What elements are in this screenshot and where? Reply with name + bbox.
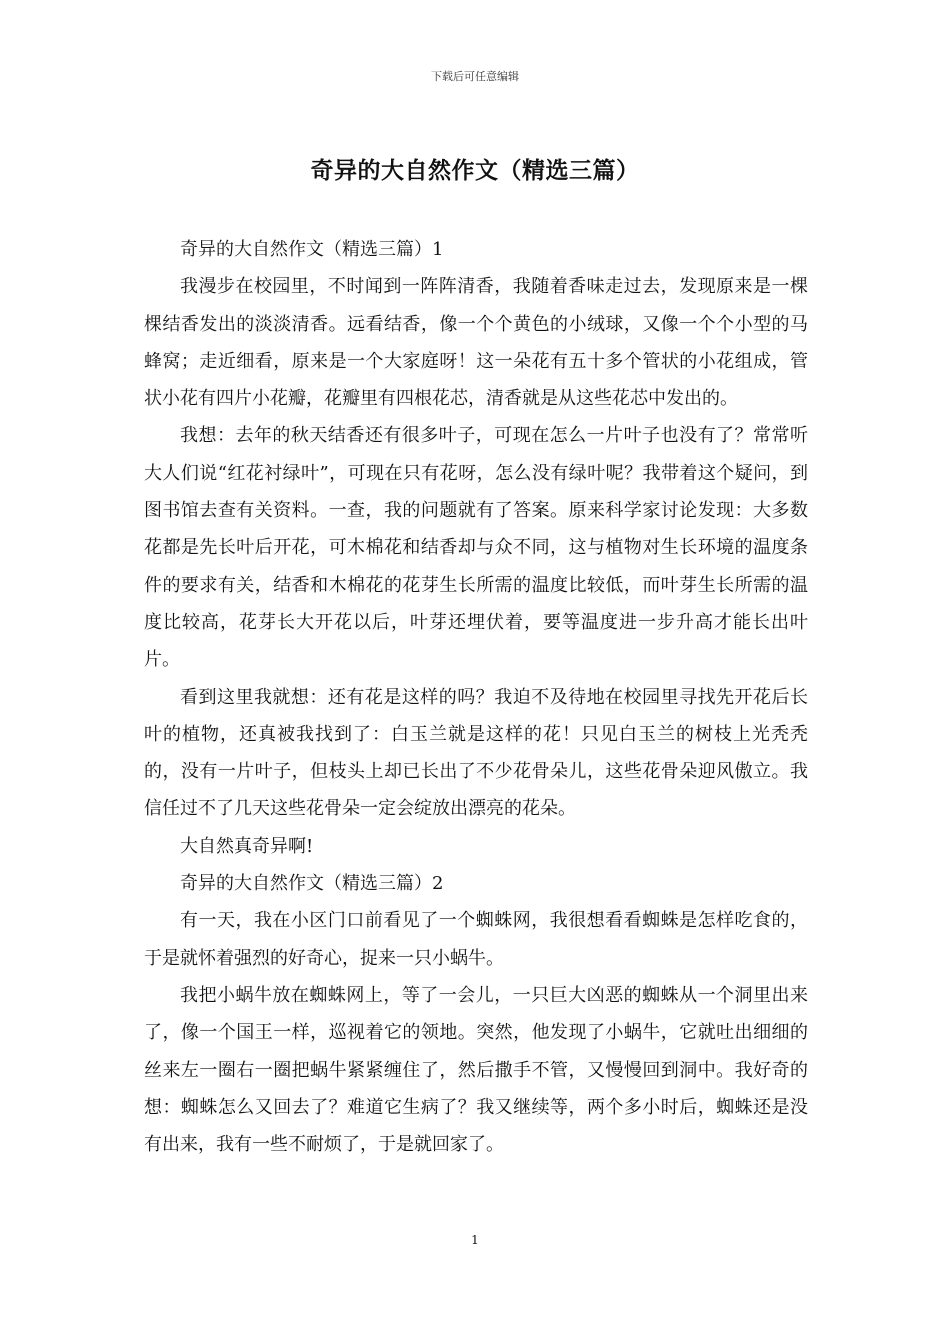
document-title: 奇异的大自然作文（精选三篇） — [310, 157, 640, 184]
paragraph: 我把小蜗牛放在蜘蛛网上，等了一会儿，一只巨大凶恶的蜘蛛从一个洞里出来了，像一个国王一样，巡视着它的领地。突然，他发现了小蜗牛，它就吐出细细的丝来左一圈右一圈把蜗牛紧紧缠住了，然后撒手不管，又慢慢回到洞中。我好奇的想：蜘蛛怎么又回去了？难道它生病了？我又继续等，两个多小时后，蜘蛛还是没有出来，我有一些不耐烦了，于是就回家了。 — [144, 984, 808, 1156]
paragraph: 我想：去年的秋天结香还有很多叶子，可现在怎么一片叶子也没有了？常常听大人们说“红花衬绿叶”，可现在只有花呀，怎么没有绿叶呢？我带着这个疑问，到图书馆去查有关资料。一查，我的问题就有了答案。原来科学家讨论发现：大多数花都是先长叶后开花，可木棉花和结香却与众不同，这与植物对生长环境的温度条件的要求有关，结香和木棉花的花芽生长所需的温度比较低，而叶芽生长所需的温度比较高，花芽长大开花以后，叶芽还埋伏着，要等温度进一步升高才能长出叶片。 — [144, 425, 808, 671]
section-heading-2: 奇异的大自然作文（精选三篇）2 — [180, 873, 444, 895]
paragraph: 看到这里我就想：还有花是这样的吗？我迫不及待地在校园里寻找先开花后长叶的植物，还真被我找到了：白玉兰就是这样的花！只见白玉兰的树枝上光秃秃的，没有一片叶子，但枝头上却已长出了不少花骨朵儿，这些花骨朵迎风傲立。我信任过不了几天这些花骨朵一定会绽放出漂亮的花朵。 — [144, 686, 808, 820]
section-heading-1: 奇异的大自然作文（精选三篇）1 — [180, 239, 444, 260]
paragraph: 大自然真奇异啊! — [180, 835, 314, 857]
page-number: 1 — [471, 1233, 479, 1247]
paragraph: 有一天，我在小区门口前看见了一个蜘蛛网，我很想看看蜘蛛是怎样吃食的，于是就怀着强烈的好奇心，捉来一只小蜗牛。 — [144, 910, 808, 969]
header-note: 下载后可任意编辑 — [431, 70, 519, 83]
paragraph: 我漫步在校园里，不时闻到一阵阵清香，我随着香味走过去，发现原来是一棵棵结香发出的淡淡清香。远看结香，像一个个黄色的小绒球，又像一个个小型的马蜂窝；走近细看，原来是一个大家庭呀！这一朵花有五十多个管状的小花组成，管状小花有四片小花瓣，花瓣里有四根花芯，清香就是从这些花芯中发出的。 — [144, 276, 808, 410]
document-body — [144, 231, 808, 1163]
